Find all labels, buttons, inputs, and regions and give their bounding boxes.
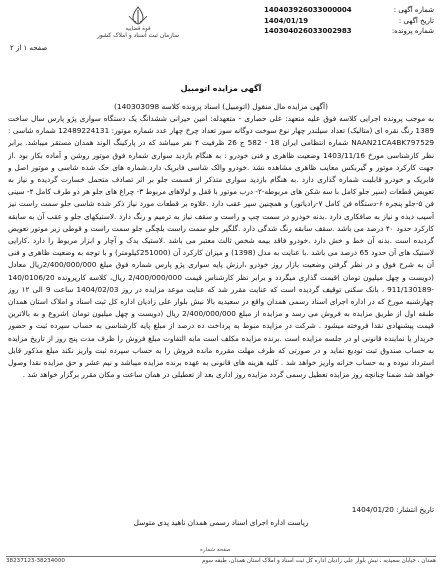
- signature-line: ریاست اداره اجرای اسناد رسمی همدان ناهید پدی متوسل: [133, 518, 309, 527]
- notice-number-row: [264, 5, 434, 16]
- footer-page-hint: صفحه شماره: [200, 547, 231, 553]
- notice-date-row: [264, 16, 434, 27]
- notice-number: 140403926033000004: [264, 6, 352, 14]
- header-info: [264, 5, 434, 37]
- organization-logo: [93, 6, 183, 54]
- org-name-line2: سازمان ثبت اسناد و املاک کشور: [96, 32, 180, 39]
- publish-date: تاریخ انتشار: 1404/01/20: [351, 505, 434, 514]
- document-subtitle: (آگهی مزایده مال منقول (اتومبیل) اسناد پرونده کلاسه 140303098): [114, 102, 328, 111]
- notice-date-label: تاریخ آگهی :: [398, 16, 434, 25]
- org-name-line1: قوه قضاییه: [125, 26, 151, 32]
- notice-number-label: شماره آگهی :: [393, 6, 434, 14]
- footer-address: همدان ، خیابان سعیدیه ، نبش بلوار علی زادیان اداره کل ثبت اسناد و املاک استان همدان، طبقه سوم: [201, 558, 436, 564]
- page-indicator: صفحه ۱ از ۲: [10, 44, 48, 52]
- document-title: آگهی مزایده اتومبیل: [180, 84, 262, 93]
- case-number: 140304026033002983: [264, 27, 352, 35]
- footer-phone: 38237123-38234000: [6, 558, 65, 564]
- case-number-label: شماره پرونده:: [391, 27, 434, 35]
- footer: [6, 558, 436, 564]
- case-number-row: [264, 26, 434, 37]
- judiciary-emblem-icon: [127, 6, 149, 26]
- auction-body-text: به موجب پرونده اجرایی کلاسه فوق علیه متعهد: علی حصاری - متعهدله: امین حیرانی ششدانگ یک دستگاه سواری پژو پارس سال ساخت 1389 رنگ نقره ای (متالیک) تعداد سیلندر چهار نوع سوخت دوگانه سوز تعداد چرخ چهار عدد شماره موتور: 12489224131 شماره شاسی : NAAN21CA4BK797529 شماره انتظامی ایران 18 - 582 ج 26 ظرفیت ۴ نفر میباشد که در پارکینگ الوند همدان مستقر میباشد. برابر نظر کارشناسی مورخ 1403/11/16 وضعیت ظاهری و فنی خودرو : به هنگام بازدید سواری شماره فوق موتور روشن و آماده بکار بود .از جهت کارکرد موتور و گیربکس معایب ظاهری مشاهده نشد .خودرو والک شاسی فابریک دارد.شماره های حک شده شاسی و موتور اصل و فابریک و خودرو قابلیت شماره گذاری دارد .به هنگام بازدید سواری متذکر از قسمت جلو بر اثر تصادف متحمل خسارت گردیده و نیاز به تعویض قطعات (سپر جلو کامل با سه شکن های مربوطه-۲- درب موتور با قفل و لولاهای مربوط ۳- چراغ های جلو هر دو طرف کامل ۴- سینی فن ۵-جلو پنجره ۶-دستگاه فن کامل ۷-رادیاتور) و همچنین سپر عقب دارد .علاوه بر قطعات مورد نیاز ذکر شده شاسی جلو سمت راست نیز آسیب دیده و نیاز به صافکاری دارد .بدنه خودرو در سمت چپ و راست و سقف نیاز به ترمیم و رنگ دارد .لاستیکهای جلو و عقب آن به سابقه کارکرد حدود ۴۰ درصد می باشد .سقف سابقه رنگ شدگی دارد .گلگیر جلو سمت راست بلچگی جلو سمت راست و قوطی زیر موتور تعویض گردیده است .بدنه آن خط و خش دارد .خودرو فاقد بیمه شخص ثالث معتبر می باشد .لاستیک یدک و آچار و ابزار مربوط را دارد .کارایی لاستیک های آن حدود 65 درصد می باشد .با عنایت به مدل (1398) و میزان کارکرد آن (251000کیلومتر) و با توجه به وضعیت ظاهری و فنی آن به شرح فوق و در نظر گرفتن وضعیت بازار روز خودرو ،ارزش پایه سواری پژو پارس شماره فوق مبلغ 2/400/000/000ریال معادل (دویست و چهل میلیون تومان )قیمت گذاری میگردد و برابر نظر کارشناس قیمت 2/400/000/000 ریال، کلاسه کارپرونده 140/0106/20 -911/130189 ، بانک سکنی توقیف گردیده است که عنایت مقرر شد که عنایت موعد مزایده در روز 1404/02/03 ساعت 9 الی ۱۲ روز چهارشنبه مورخ که در اداره اجرای اسناد رسمی همدان واقع در سعیدیه بالا نبش بلوار علی زادیان اداره کل ثبت اسناد و املاک استان همدان طبقه اول از طریق مزایده به فروش می رسد و مزایده از مبلغ 2/400/000/000 ریال (دویست و چهل میلیون تومان )شروع و به بالاترین قیمت پیشنهادی نقدا فروخته میشود . شرکت در مزایده منوط به پرداخت ده درصد از مبلغ پایه کارشناسی به حساب سپرده ثبت و حضور خریدار یا نماینده قانونی او در جلسه مزایده است .برنده مزایده مکلف است مابه التفاوت مبلغ فروش را ظرف مدت پنج روز از تاریخ مزایده به حساب صندوق ثبت تودیع نماید و در صورتی که ظرف مهلت مقرره مانده فروش را به حساب سپرده ثبت واریز نکند مبلغ مذکور قابل استرداد نبوده و به حساب خزانه واریز خواهد شد . کلیه هزینه های قانونی به عهده برنده مزایده میباشد و نیم عشر و حق مزایده نقدا وصول خواهد شد ضمنا چنانچه روز مزایده تعطیل رسمی گردد مزایده روز اداری بعد از تعطیلی در همان ساعت و مکان مقرر برگزار خواهد شد .: [8, 114, 434, 380]
- footer-divider: [6, 556, 436, 557]
- notice-date: 1404/01/19: [264, 16, 309, 25]
